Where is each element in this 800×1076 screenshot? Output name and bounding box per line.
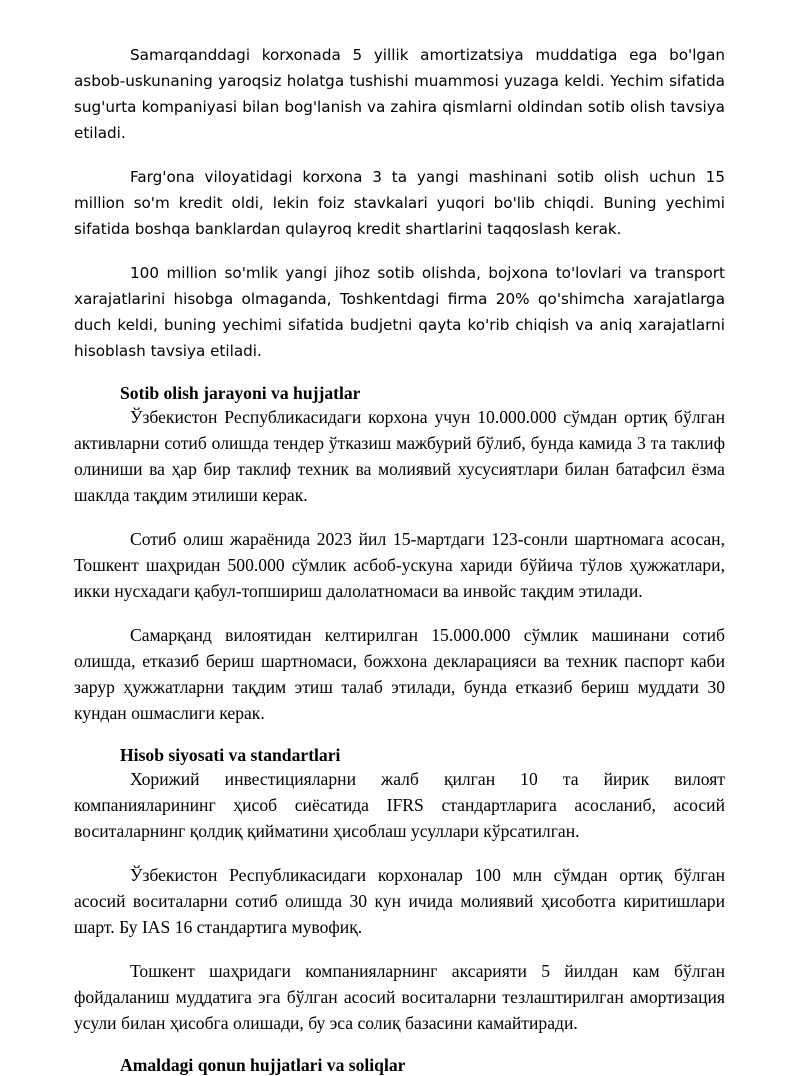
paragraph: 100 million so'mlik yangi jihoz sotib olishda, bojxona to'lovlari va transport xarajatlarini hisobga olmaganda, Toshkentdagi firma 20% qo'shimcha xarajatlarga duch keldi, buning yechimi sifatida budjetni qayta ko'rib chiqish va aniq xarajatlarni hisoblash tavsiya etiladi. — [74, 264, 725, 360]
section-heading: Sotib olish jarayoni va hujjatlar — [120, 383, 361, 403]
document-page — [74, 42, 725, 1076]
section-laws-and-taxes — [74, 1054, 725, 1076]
paragraph: Samarqanddagi korxonada 5 yillik amortizatsiya muddatiga ega bo'lgan asbob-uskunaning yaroqsiz holatga tushishi muammosi yuzaga keldi. Yechim sifatida sug'urta kompaniyasi bilan bog'lanish va zahira qismlarni oldindan sotib olish tavsiya etiladi. — [74, 46, 725, 142]
paragraph: Тошкент шаҳридаги компанияларнинг аксарияти 5 йилдан кам бўлган фойдаланиш муддатига эга бўлган асосий воситаларни тезлаштирилган амортизация усули билан ҳисобга олишади, бу эса солиқ базасини камайтиради. — [74, 961, 725, 1033]
section-amortization-cases — [74, 42, 725, 364]
section-purchase-process — [74, 382, 725, 726]
paragraph: Самарқанд вилоятидан келтирилган 15.000.000 сўмлик машинани сотиб олишда, етказиб бериш шартномаси, божхона декларацияси ва техник паспорт каби зарур ҳужжатларни тақдим этиш талаб этилади, бунда етказиб бериш муддати 30 кундан ошмаслиги керак. — [74, 625, 725, 723]
section-heading: Amaldagi qonun hujjatlari va soliqlar — [120, 1055, 406, 1075]
section-accounting-policy — [74, 744, 725, 1036]
section-heading: Hisob siyosati va standartlari — [120, 745, 341, 765]
paragraph: Ўзбекистон Республикасидаги корхоналар 100 млн сўмдан ортиқ бўлган асосий воситаларни сотиб олишда 30 кун ичида молиявий ҳисоботга киритишлари шарт. Бу IAS 16 стандартига мувофиқ. — [74, 865, 725, 937]
paragraph: Ўзбекистон Республикасидаги корхона учун 10.000.000 сўмдан ортиқ бўлган активларни сотиб олишда тендер ўтказиш мажбурий бўлиб, бунда камида 3 та таклиф олиниши ва ҳар бир таклиф техник ва молиявий хусусиятлари билан батафсил ёзма шаклда тақдим этилиши керак. — [74, 407, 725, 505]
paragraph: Сотиб олиш жараёнида 2023 йил 15-мартдаги 123-сонли шартномага асосан, Тошкент шаҳридан 500.000 сўмлик асбоб-ускуна хариди бўйича тўлов ҳужжатлари, икки нусхадаги қабул-топшириш далолатномаси ва инвойс тақдим этилади. — [74, 529, 725, 601]
paragraph: Farg'ona viloyatidagi korxona 3 ta yangi mashinani sotib olish uchun 15 million so'm kredit oldi, lekin foiz stavkalari yuqori bo'lib chiqdi. Buning yechimi sifatida boshqa banklardan qulayroq kredit shartlarini taqqoslash kerak. — [74, 168, 725, 238]
paragraph: Хорижий инвестицияларни жалб қилган 10 та йирик вилоят компанияларининг ҳисоб сиёсатида IFRS стандартларига асосланиб, асосий воситаларнинг қолдиқ қийматини ҳисоблаш усуллари кўрсатилган. — [74, 769, 725, 841]
